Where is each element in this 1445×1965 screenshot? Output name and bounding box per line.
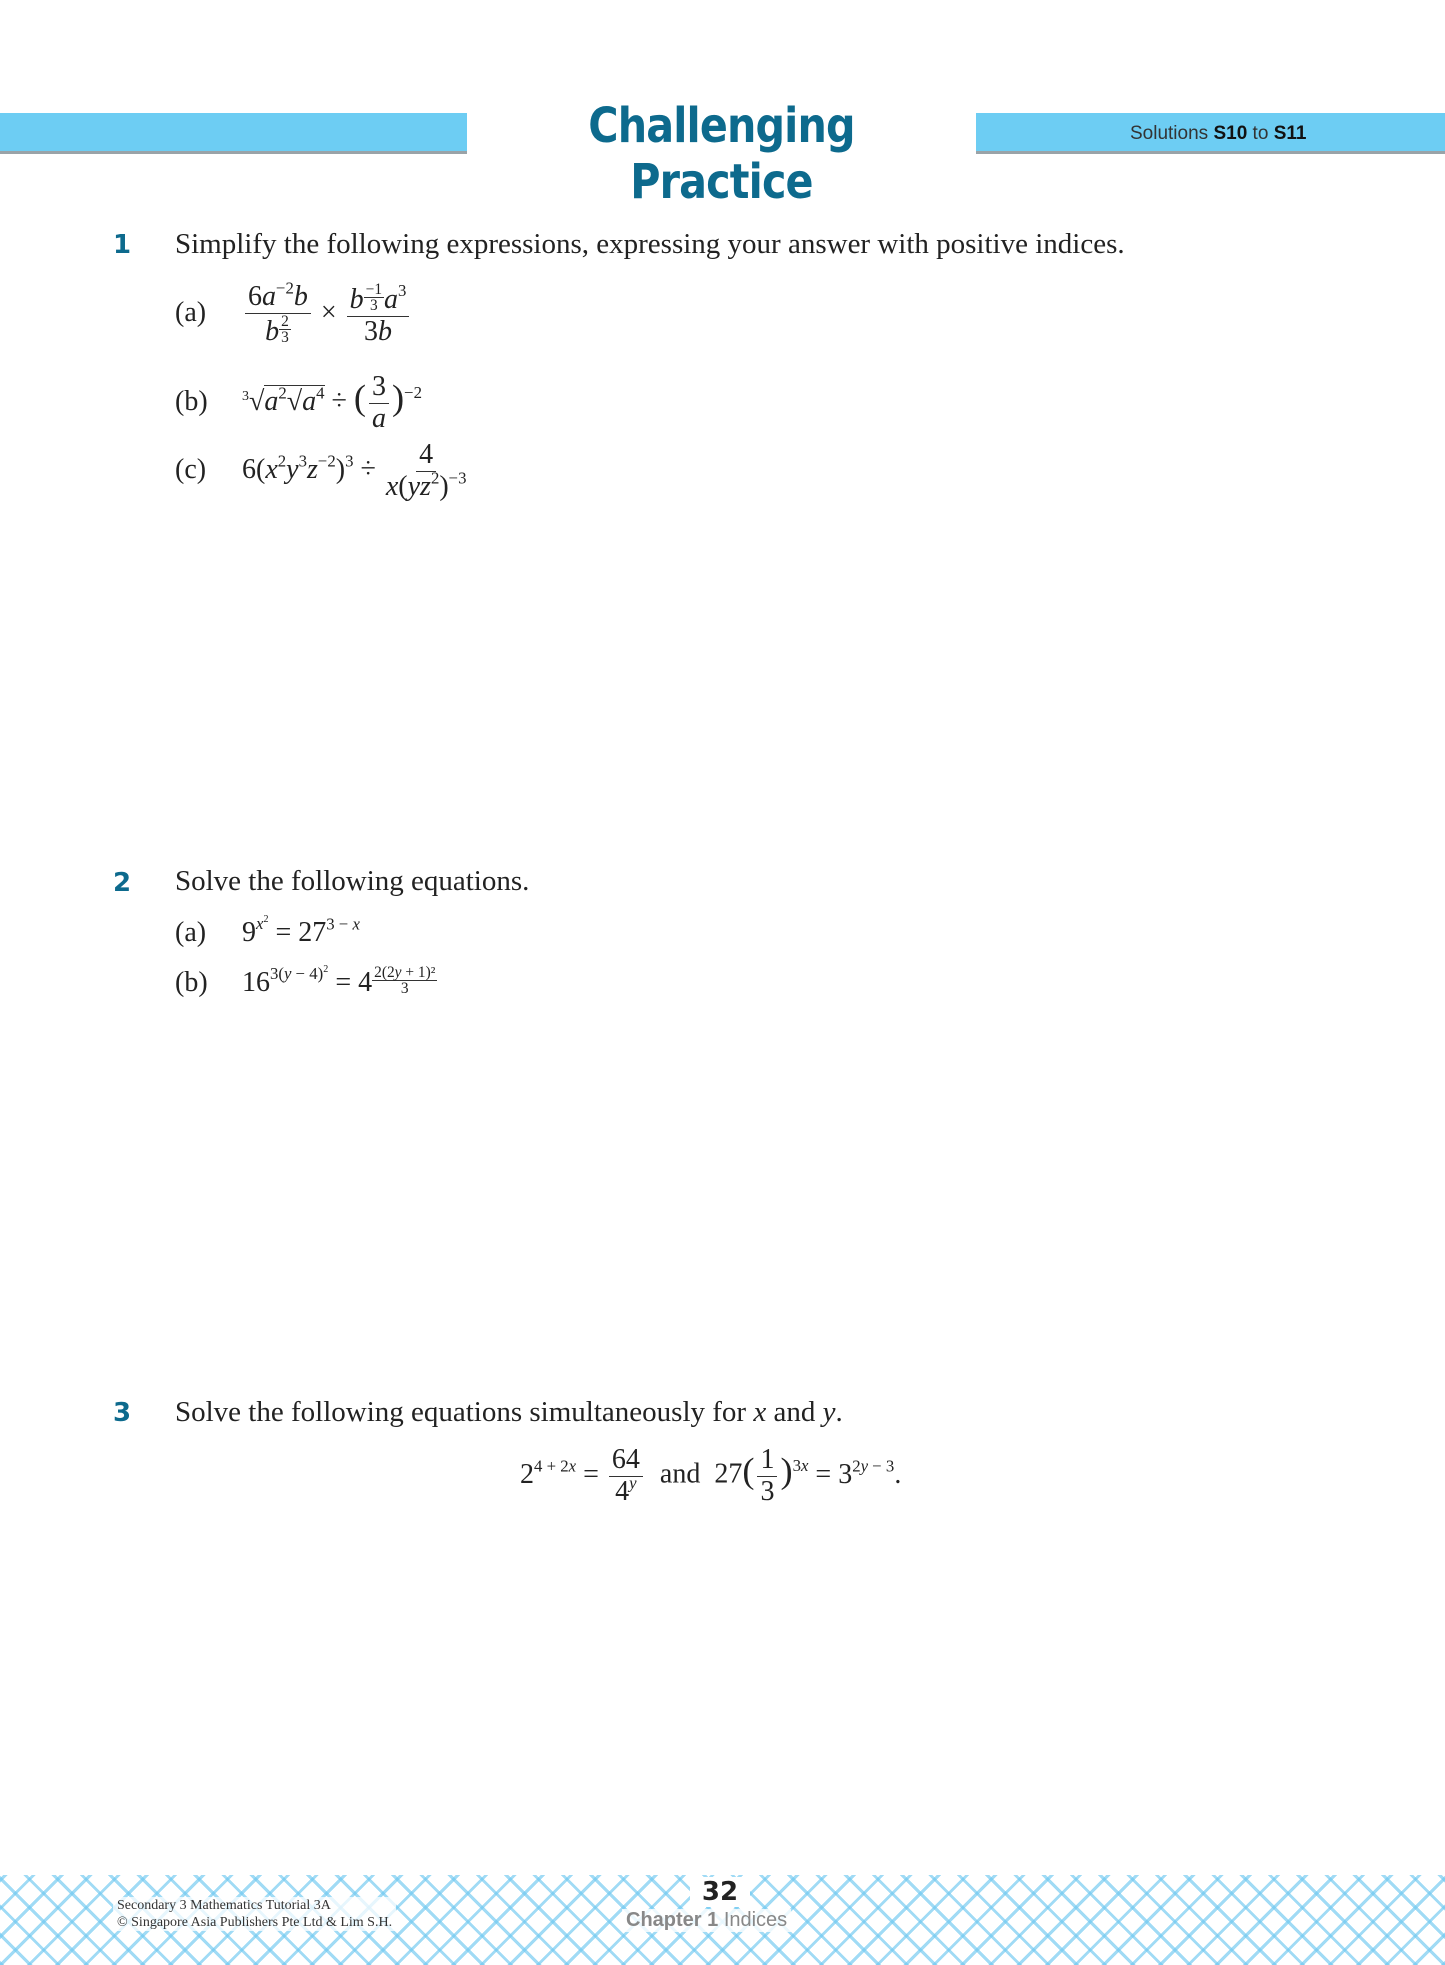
question-part-1a: (a) $6a^{-2}b$ b $\frac{2}{3}$ × b $\frac{-1}{3}$ $a^3$ 3b <box>175 282 412 347</box>
footer-credits: Secondary 3 Mathematics Tutorial 3A © Singapore Asia Publishers Pte Ltd & Lim S.H. <box>113 1897 396 1931</box>
chapter-label: Chapter 1 Indices <box>622 1909 791 1932</box>
question-number: 2 <box>113 868 132 898</box>
question-text: Solve the following equations simultaneously for x and y. <box>175 1396 843 1428</box>
fraction: $6a^{-2}b$ b $\frac{2}{3}$ <box>245 282 311 347</box>
question-part-2b: (b) $16^{3(y - 4)^2} = 4$ $\frac{\text{2(2y + 1)²}}{3}$ <box>175 964 436 998</box>
page-title: Challenging Practice <box>588 98 855 210</box>
question-text: Simplify the following expressions, expressing your answer with positive indices. <box>175 228 1125 260</box>
question-3-equations: $2^{4 + 2x}$ = $\frac{64}{4^y}$ and 27( $\frac{1}{3}$ )$^{3x} = 3^{2y - 3}$. <box>520 1444 902 1507</box>
question-part-2a: (a) $9^{x^2} = 27^{3 - x}$ <box>175 914 360 948</box>
fraction: b $\frac{-1}{3}$ $a^3$ 3b <box>347 282 410 347</box>
question-text: Solve the following equations. <box>175 865 530 897</box>
question-part-1c: (c) $6(x^2y^3z^{-2})^3$ ÷ $\frac{4}{x(yz^2)^{-3}}$ <box>175 439 467 502</box>
question-number: 3 <box>113 1398 132 1428</box>
header-bar-left <box>0 113 467 154</box>
question-number: 1 <box>113 230 132 260</box>
question-part-1b: (b) $^3√a^2√a^4$ ÷ ( $\frac{3}{a}$ )$^{-2}$ <box>175 371 423 434</box>
solutions-reference: Solutions S10 to S11 <box>1130 123 1307 144</box>
page-number: 32 <box>690 1877 750 1907</box>
